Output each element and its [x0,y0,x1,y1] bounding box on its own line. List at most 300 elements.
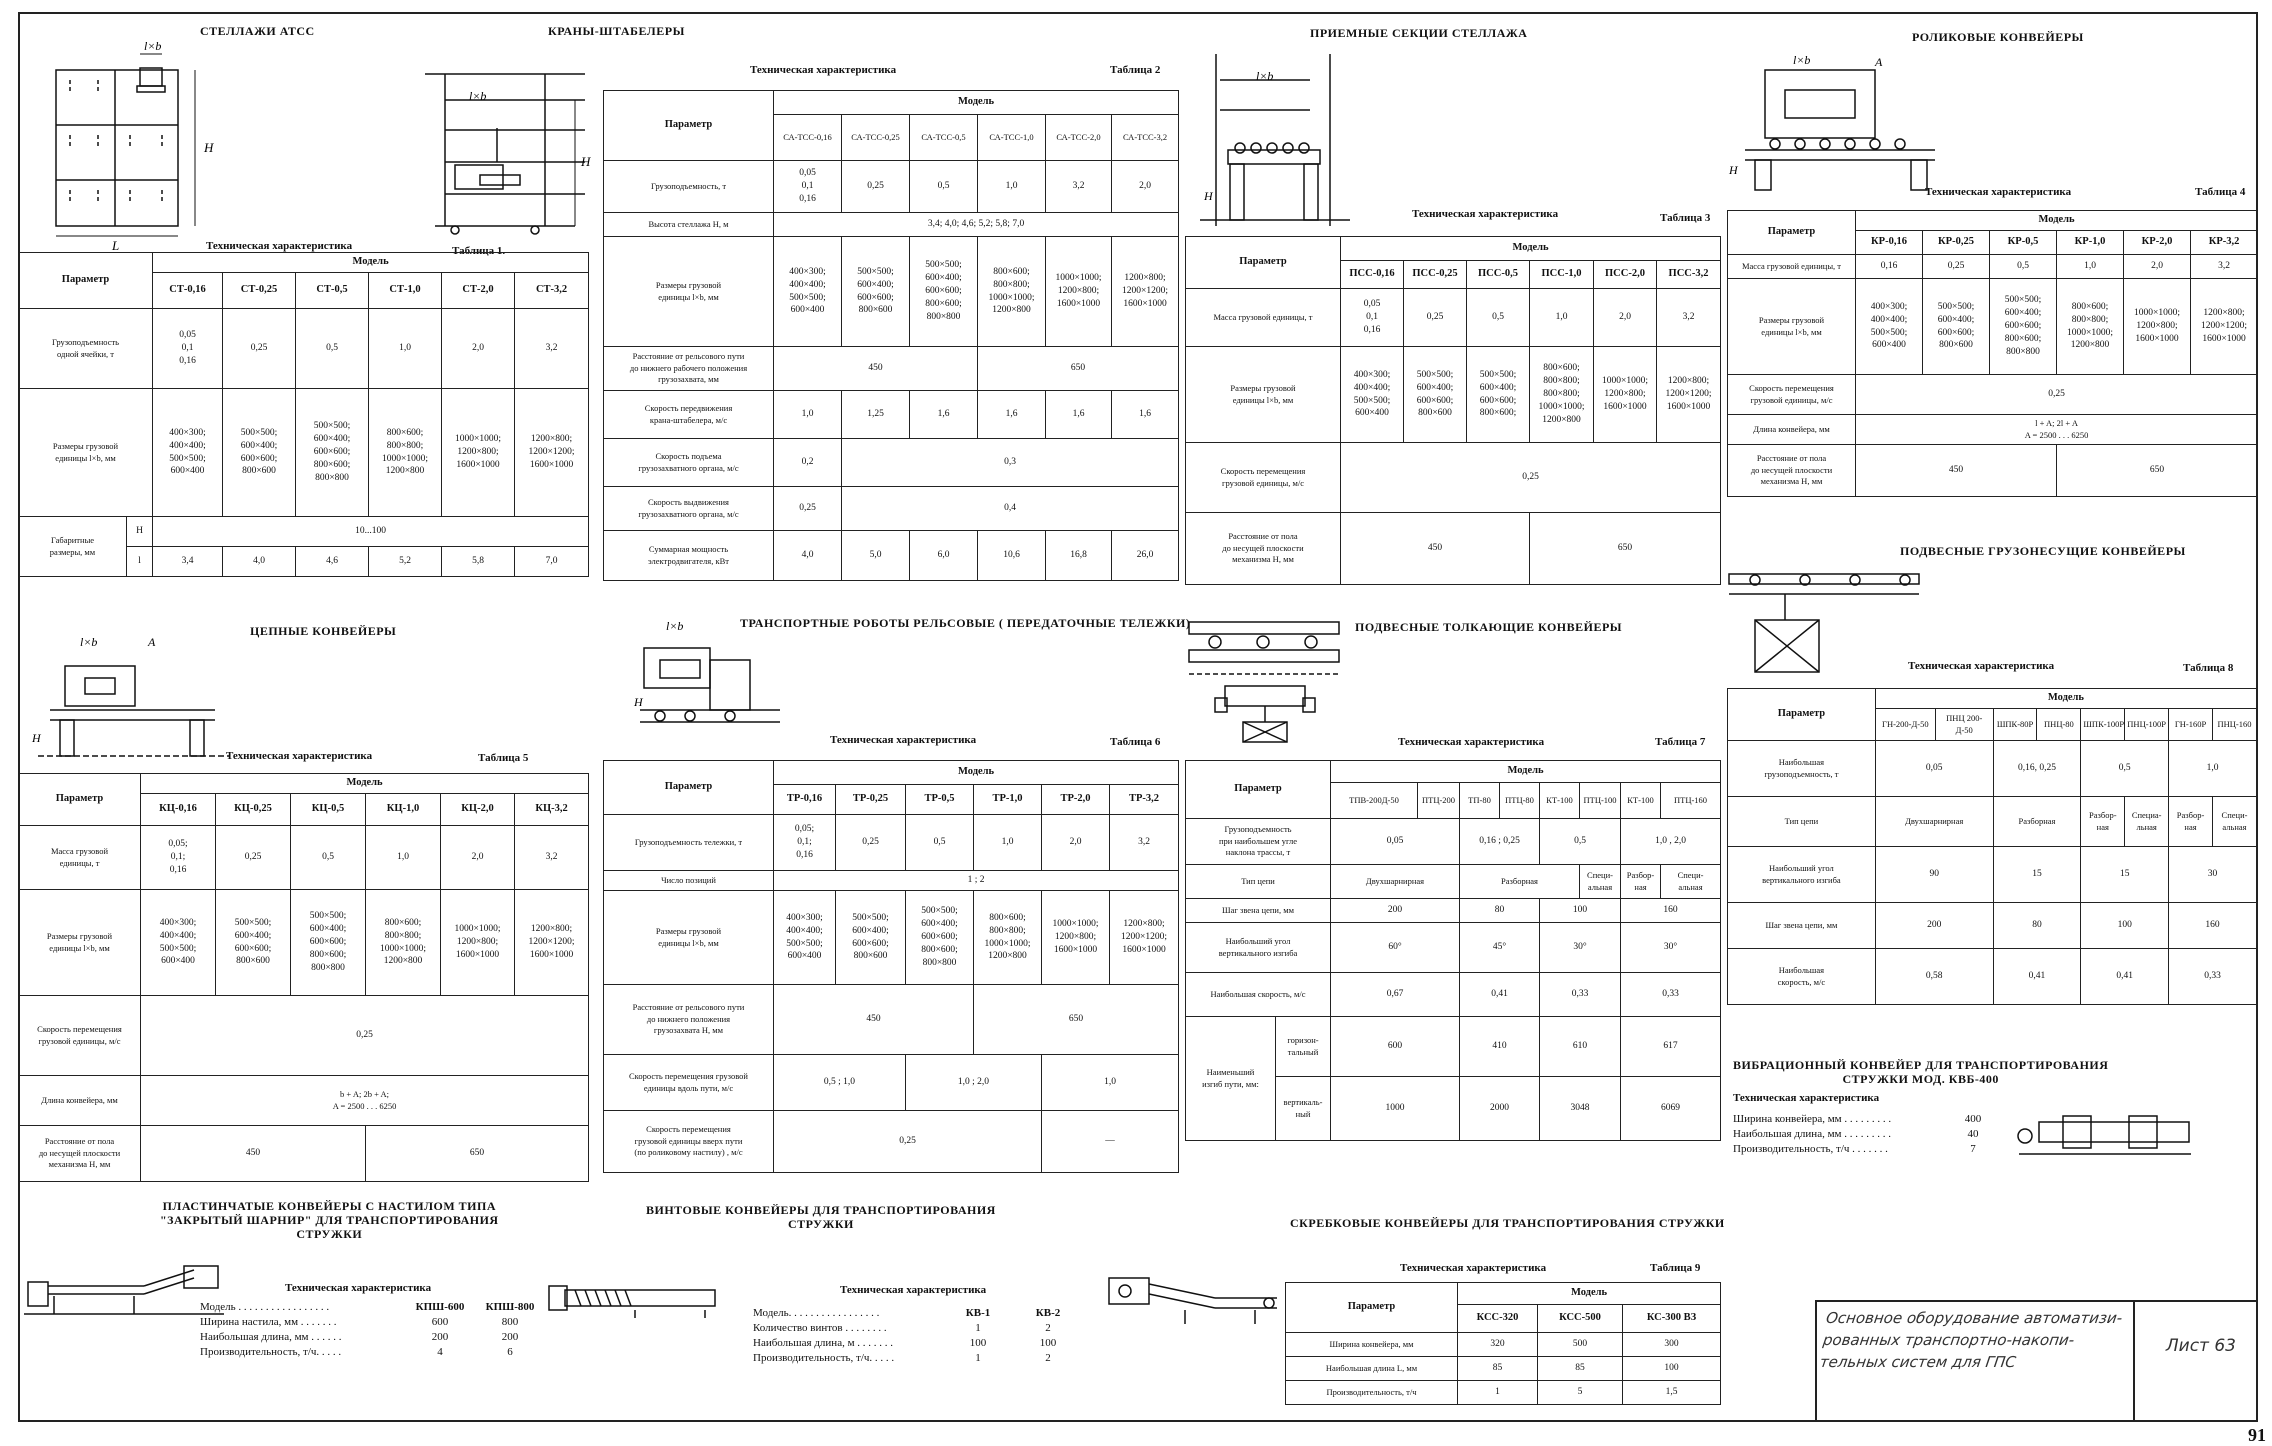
t5-model: КЦ-3,2 [515,794,589,826]
t2-caption: Техническая характеристика [750,64,897,76]
t7-cell: 0,41 [1460,973,1540,1017]
t8-cell: Разбор- ная [2081,797,2125,847]
t3-cell: 1200×800; 1200×1200; 1600×1000 [1657,347,1721,443]
t2-cell: 1,0 [978,161,1046,213]
t2-param: Скорость подъема грузозахватного органа, м/с [604,439,774,487]
t6-model: ТР-3,2 [1110,785,1179,815]
title-chain-conveyors: ЦЕПНЫЕ КОНВЕЙЕРЫ [250,624,397,638]
t9-cell: 85 [1458,1357,1538,1381]
sheet-number: Лист 63 [2165,1336,2236,1356]
t1-param: Грузоподъемность одной ячейки, т [19,309,153,389]
t4-model-header: Модель [1856,211,2258,231]
t2-cell: 800×600; 800×800; 1000×1000; 1200×800 [978,237,1046,347]
title-roller-conveyors: РОЛИКОВЫЕ КОНВЕЙЕРЫ [1912,30,2084,44]
t4-cell: 1000×1000; 1200×800; 1600×1000 [2124,279,2191,375]
title-screw-conveyors: ВИНТОВЫЕ КОНВЕЙЕРЫ ДЛЯ ТРАНСПОРТИРОВАНИЯ СТРУЖКИ [646,1203,996,1231]
t7-cell: 200 [1331,899,1460,923]
rack-diagram [30,39,214,253]
t4-caption: Техническая характеристика [1925,186,2072,198]
t3-cell: 1,0 [1530,289,1594,347]
screw-spec [753,1306,1083,1365]
t8-cell: 0,33 [2169,949,2257,1005]
t7-model: ТПВ-200Д-50 [1331,783,1418,819]
t4-param: Скорость перемещения грузовой единицы, м/с [1728,375,1856,415]
t7-cell: 0,16 ; 0,25 [1460,819,1540,865]
t5-cell: 800×600; 800×800; 1000×1000; 1200×800 [366,890,441,996]
t1-cell: 4,0 [223,547,296,577]
title-rail-robots: ТРАНСПОРТНЫЕ РОБОТЫ РЕЛЬСОВЫЕ ( ПЕРЕДАТОЧНЫЕ ТЕЛЕЖКИ) [740,616,1191,630]
t7-param-header: Параметр [1186,761,1331,819]
t5-cell: 2,0 [441,826,515,890]
spec-value: 200 [501,1330,519,1343]
t8-model: ГН-200-Д-50 [1875,709,1935,741]
t5-cell: b + A; 2b + A; A = 2500 . . . 6250 [141,1076,589,1126]
t7-cell: 30° [1540,923,1621,973]
chain-A-label: A [148,635,156,649]
t4-model: КР-1,0 [2057,231,2124,255]
title-block [1815,1300,2258,1422]
t5-model: КЦ-0,25 [216,794,291,826]
t7-cell: 60° [1331,923,1460,973]
pl-caption: Техническая характеристика [285,1282,432,1294]
t6-cell: 400×300; 400×400; 500×500; 600×400 [774,891,836,985]
t1-cell: 3,2 [515,309,589,389]
t1-param: Габаритные размеры, мм [19,517,127,577]
spec-value: 1 [975,1351,981,1364]
t7-cell: 600 [1331,1017,1460,1077]
t5-cell: 0,5 [291,826,366,890]
t8-cell: 90 [1875,847,1993,903]
t7-param: Шаг звена цепи, мм [1186,899,1331,923]
roller-A-label: A [1875,55,1883,69]
receiving-lxb-label: l×b [1256,69,1274,83]
t6-number: Таблица 6 [1110,736,1161,748]
t5-cell: 3,2 [515,826,589,890]
t8-cell: Специа- льная [2125,797,2169,847]
spec-key: Наибольшая длина, мм . . . . . . . . . [1733,1127,1891,1140]
t6-param: Скорость перемещения грузовой единицы вверх пути (по роликовому настилу) , м/с [604,1111,774,1173]
t1-model: СТ-1,0 [369,273,442,309]
t4-cell: 500×500; 600×400; 600×600; 800×600; 800×800 [1990,279,2057,375]
t6-cell: 0,5 ; 1,0 [774,1055,906,1111]
t3-param: Размеры грузовой единицы l×b, мм [1186,347,1341,443]
t8-cell: Двухшарнирная [1875,797,1993,847]
t3-number: Таблица 3 [1660,212,1711,224]
title-receiving-sections: ПРИЕМНЫЕ СЕКЦИИ СТЕЛЛАЖА [1310,26,1528,40]
spec-model: КПШ-600 [415,1301,465,1313]
t1-model: СТ-3,2 [515,273,589,309]
t4-cell: 800×600; 800×800; 1000×1000; 1200×800 [2057,279,2124,375]
t6-cell: 0,05; 0,1; 0,16 [774,815,836,871]
t2-model: СА-ТСС-0,25 [842,115,910,161]
t3-caption: Техническая характеристика [1412,208,1559,220]
roller-lxb-label: l×b [1793,53,1811,67]
t5-cell: 0,25 [216,826,291,890]
plate-conveyor-diagram [24,1262,224,1322]
t9-model: КСС-500 [1538,1305,1623,1333]
t9-cell: 300 [1623,1333,1721,1357]
t4-cell: l + A; 2l + A A = 2500 . . . 6250 [1856,415,2258,445]
table-3 [1185,236,1721,585]
t7-number: Таблица 7 [1655,736,1706,748]
t2-cell: 0,5 [910,161,978,213]
t7-caption: Техническая характеристика [1398,736,1545,748]
spec-value: 600 [431,1315,449,1328]
spec-value: 1 [975,1321,981,1334]
spec-key: Ширина конвейера, мм . . . . . . . . . [1733,1113,1892,1125]
spec-value: 100 [1039,1336,1057,1349]
t3-model: ПСС-0,5 [1467,261,1530,289]
t9-param-header: Параметр [1286,1283,1458,1333]
spec-model: КПШ-800 [485,1301,535,1313]
t6-cell: 1,0 ; 2,0 [906,1055,1042,1111]
t1-cell: 5,2 [369,547,442,577]
t2-cell: 450 [774,347,978,391]
t2-number: Таблица 2 [1110,64,1161,76]
t7-cell: 0,67 [1331,973,1460,1017]
t7-cell: 0,5 [1540,819,1621,865]
t2-model: СА-ТСС-3,2 [1112,115,1179,161]
spec-value: 2 [1045,1321,1051,1334]
t8-param: Наибольший угол вертикального изгиба [1728,847,1876,903]
robot-H-label: H [634,695,643,709]
t6-cell: 3,2 [1110,815,1179,871]
t7-param: Наибольший угол вертикального изгиба [1186,923,1331,973]
table-1 [18,252,589,577]
t4-cell: 2,0 [2124,255,2191,279]
t9-model: КСС-320 [1458,1305,1538,1333]
t2-model: СА-ТСС-0,5 [910,115,978,161]
crane-H-label: H [581,154,591,169]
t9-cell: 1 [1458,1381,1538,1405]
title-block-text: Основное оборудование автоматизи- рованных транспортно-накопи- тельных систем для ГПС [1818,1309,2124,1371]
title-overhead-carrying-conveyors: ПОДВЕСНЫЕ ГРУЗОНЕСУЩИЕ КОНВЕЙЕРЫ [1900,544,2186,558]
t2-cell: 1,25 [842,391,910,439]
t5-model: КЦ-2,0 [441,794,515,826]
t1-model-header: Модель [153,253,589,273]
spec-model: КВ-1 [965,1307,991,1319]
t2-cell: 0,3 [842,439,1179,487]
t7-cell: 160 [1621,899,1721,923]
t8-cell: 15 [2081,847,2169,903]
t7-cell: 2000 [1460,1077,1540,1141]
t6-cell: 0,25 [836,815,906,871]
t7-model: КТ-100 [1540,783,1580,819]
t3-cell: 0,05 0,1 0,16 [1341,289,1404,347]
t9-cell: 1,5 [1623,1381,1721,1405]
t4-model: КР-0,25 [1923,231,1990,255]
t4-cell: 650 [2057,445,2258,497]
t7-model: ПТЦ-100 [1580,783,1621,819]
t2-cell: 650 [978,347,1179,391]
t6-cell: 800×600; 800×800; 1000×1000; 1200×800 [974,891,1042,985]
chain-H-label: H [32,731,41,745]
t2-cell: 1000×1000; 1200×800; 1600×1000 [1046,237,1112,347]
t2-cell: 0,2 [774,439,842,487]
t3-cell: 1000×1000; 1200×800; 1600×1000 [1594,347,1657,443]
t7-cell: Специ- альная [1661,865,1721,899]
t4-model: КР-0,16 [1856,231,1923,255]
rack-H-label: H [204,140,214,155]
table-5 [18,773,589,1182]
spec-key: Производительность, т/ч. . . . . [200,1345,342,1358]
t2-param: Скорость передвижения крана-штабелера, м/с [604,391,774,439]
title-stacker-cranes: КРАНЫ-ШТАБЕЛЕРЫ [548,24,685,38]
t7-cell: 1000 [1331,1077,1460,1141]
spec-value: 4 [437,1345,443,1358]
t2-cell: 0,25 [842,161,910,213]
t2-param: Грузоподъемность, т [604,161,774,213]
t7-cell: 100 [1540,899,1621,923]
t8-cell: 0,05 [1875,741,1993,797]
t7-model: КТ-100 [1621,783,1661,819]
vibration-conveyor-diagram [2015,1110,2195,1160]
t8-param: Наибольшая грузоподъемность, т [1728,741,1876,797]
t3-model: ПСС-3,2 [1657,261,1721,289]
t7-param: Наименьший изгиб пути, мм: [1186,1017,1276,1141]
t6-cell: 1200×800; 1200×1200; 1600×1000 [1110,891,1179,985]
t7-param: Тип цепи [1186,865,1331,899]
crane-lxb-label: l×b [469,89,487,103]
t6-cell: 0,25 [774,1111,1042,1173]
t5-param: Скорость перемещения грузовой единицы, м/с [19,996,141,1076]
table-9 [1285,1282,1721,1405]
spec-value: 100 [969,1336,987,1349]
t4-cell: 1,0 [2057,255,2124,279]
t7-param: Грузоподъемность при наибольшем угле наклона трассы, т [1186,819,1331,865]
spec-key: Наибольшая длина, м . . . . . . . [753,1336,894,1349]
t5-number: Таблица 5 [478,752,529,764]
t4-param: Масса грузовой единицы, т [1728,255,1856,279]
t2-cell: 1200×800; 1200×1200; 1600×1000 [1112,237,1179,347]
t6-model: ТР-2,0 [1042,785,1110,815]
t3-cell: 0,25 [1341,443,1721,513]
spec-key: Производительность, т/ч. . . . . [753,1351,895,1364]
t7-param: Наибольшая скорость, м/с [1186,973,1331,1017]
t8-cell: 30 [2169,847,2257,903]
table-7 [1185,760,1721,1141]
t7-cell: 410 [1460,1017,1540,1077]
t5-caption: Техническая характеристика [226,750,373,762]
spec-key: Количество винтов . . . . . . . . [753,1321,887,1334]
t1-sub: l [127,547,153,577]
t1-cell: 7,0 [515,547,589,577]
t8-model: ШПК-80Р [1993,709,2037,741]
t4-cell: 400×300; 400×400; 500×500; 600×400 [1856,279,1923,375]
spec-key: Наибольшая длина, мм . . . . . . [200,1330,342,1343]
t6-cell: — [1042,1111,1179,1173]
t7-model: ПТЦ-160 [1661,783,1721,819]
t3-model: ПСС-2,0 [1594,261,1657,289]
t2-model: СА-ТСС-0,16 [774,115,842,161]
t4-number: Таблица 4 [2195,186,2246,198]
t8-model: ПНЦ 200-Д-50 [1935,709,1993,741]
t3-model: ПСС-1,0 [1530,261,1594,289]
t5-cell: 500×500; 600×400; 600×600; 800×600; 800×800 [291,890,366,996]
t8-param-header: Параметр [1728,689,1876,741]
spec-value: 2 [1045,1351,1051,1364]
t5-cell: 1000×1000; 1200×800; 1600×1000 [441,890,515,996]
t7-cell: 45° [1460,923,1540,973]
t7-cell: 0,33 [1621,973,1721,1017]
t1-cell: 1,0 [369,309,442,389]
t1-cell: 2,0 [442,309,515,389]
t3-param: Масса грузовой единицы, т [1186,289,1341,347]
t6-param: Расстояние от рельсового пути до нижнего положения грузозахвата H, мм [604,985,774,1055]
t2-model: СА-ТСС-1,0 [978,115,1046,161]
t8-cell: Разборная [1993,797,2081,847]
t2-param-header: Параметр [604,91,774,161]
t6-caption: Техническая характеристика [830,734,977,746]
t2-cell: 0,4 [842,487,1179,531]
t9-param: Производительность, т/ч [1286,1381,1458,1405]
t2-cell: 10,6 [978,531,1046,581]
t7-cell: 610 [1540,1017,1621,1077]
t7-model-header: Модель [1331,761,1721,783]
t8-cell: 0,41 [2081,949,2169,1005]
t1-model: СТ-0,5 [296,273,369,309]
t9-cell: 5 [1538,1381,1623,1405]
t7-cell: Двухшарнирная [1331,865,1460,899]
t4-cell: 0,25 [1856,375,2258,415]
t7-sub: горизон- тальный [1276,1017,1331,1077]
t3-param: Скорость перемещения грузовой единицы, м/с [1186,443,1341,513]
spec-model: КВ-2 [1035,1307,1061,1319]
t9-param: Наибольшая длина L, мм [1286,1357,1458,1381]
t1-cell: 4,6 [296,547,369,577]
table-2 [603,90,1179,581]
vin-caption: Техническая характеристика [840,1284,987,1296]
t8-cell: 100 [2081,903,2169,949]
spec-key: Ширина настила, мм . . . . . . . [200,1315,337,1328]
t6-model: ТР-0,25 [836,785,906,815]
t9-cell: 85 [1538,1357,1623,1381]
t2-cell: 0,25 [774,487,842,531]
t4-cell: 500×500; 600×400; 600×600; 800×600 [1923,279,1990,375]
title-racks: СТЕЛЛАЖИ АТСС [200,24,315,38]
t8-param: Шаг звена цепи, мм [1728,903,1876,949]
t6-cell: 0,5 [906,815,974,871]
t6-cell: 500×500; 600×400; 600×600; 800×600; 800×800 [906,891,974,985]
t6-model: ТР-0,5 [906,785,974,815]
spec-value: 400 [1964,1113,1982,1125]
t2-cell: 16,8 [1046,531,1112,581]
t7-cell: 30° [1621,923,1721,973]
t1-cell: 5,8 [442,547,515,577]
t5-cell: 0,05; 0,1; 0,16 [141,826,216,890]
scraper-conveyor-diagram [1105,1270,1285,1330]
t2-cell: 1,6 [910,391,978,439]
t1-cell: 3,4 [153,547,223,577]
rail-robot-diagram [630,610,790,740]
t5-cell: 500×500; 600×400; 600×600; 800×600 [216,890,291,996]
t7-model: ТП-80 [1460,783,1500,819]
t2-model-header: Модель [774,91,1179,115]
table-4 [1727,210,2258,497]
t8-cell: 200 [1875,903,1993,949]
t1-caption: Техническая характеристика [206,240,353,252]
t3-cell: 3,2 [1657,289,1721,347]
rack-L-label: L [112,238,120,253]
t7-cell: Специ- альная [1580,865,1621,899]
t1-sub: H [127,517,153,547]
t4-model: КР-2,0 [2124,231,2191,255]
t1-cell: 800×600; 800×800; 1000×1000; 1200×800 [369,389,442,517]
t6-cell: 1 ; 2 [774,871,1179,891]
t8-model: ПНЦ-80 [2037,709,2081,741]
t6-param-header: Параметр [604,761,774,815]
t6-cell: 500×500; 600×400; 600×600; 800×600 [836,891,906,985]
t5-cell: 650 [366,1126,589,1182]
t1-cell: 1200×800; 1200×1200; 1600×1000 [515,389,589,517]
t5-model: КЦ-0,16 [141,794,216,826]
spec-value: 200 [431,1330,449,1343]
t5-param-header: Параметр [19,774,141,826]
spec-value: 800 [501,1315,519,1328]
t6-cell: 650 [974,985,1179,1055]
t4-cell: 0,25 [1923,255,1990,279]
t2-param: Скорость выдвижения грузозахватного органа, м/с [604,487,774,531]
screw-conveyor-diagram [545,1280,725,1320]
t5-cell: 1200×800; 1200×1200; 1600×1000 [515,890,589,996]
t3-cell: 0,5 [1467,289,1530,347]
spec-value: 40 [1967,1127,1979,1140]
t8-cell: 160 [2169,903,2257,949]
t7-sub: вертикаль- ный [1276,1077,1331,1141]
t6-cell: 450 [774,985,974,1055]
t7-cell: 1,0 , 2,0 [1621,819,1721,865]
receiving-section-diagram [1190,50,1370,230]
t7-cell: 0,33 [1540,973,1621,1017]
t3-cell: 650 [1530,513,1721,585]
plate-spec [200,1300,545,1359]
spec-key: Производительность, т/ч . . . . . . . [1733,1142,1888,1155]
t3-cell: 0,25 [1404,289,1467,347]
t6-cell: 1000×1000; 1200×800; 1600×1000 [1042,891,1110,985]
t3-model-header: Модель [1341,237,1721,261]
t2-model: СА-ТСС-2,0 [1046,115,1112,161]
t8-cell: 0,41 [1993,949,2081,1005]
t2-param: Расстояние от рельсового пути до нижнего рабочего положения грузозахвата, мм [604,347,774,391]
t7-cell: 0,05 [1331,819,1460,865]
title-vibration-conveyor: ВИБРАЦИОННЫЙ КОНВЕЙЕР ДЛЯ ТРАНСПОРТИРОВАНИЯ СТРУЖКИ МОД. КВБ-400 [1733,1058,2109,1087]
vibration-spec [1733,1112,1993,1157]
t6-model: ТР-1,0 [974,785,1042,815]
t2-cell: 1,6 [1046,391,1112,439]
t2-cell: 0,05 0,1 0,16 [774,161,842,213]
t8-model: ШПК-100Р [2081,709,2125,741]
t4-cell: 450 [1856,445,2057,497]
chain-conveyor-diagram [30,630,240,770]
t7-cell: 617 [1621,1017,1721,1077]
t2-cell: 6,0 [910,531,978,581]
t2-param: Суммарная мощность электродвигателя, кВт [604,531,774,581]
t6-param: Грузоподъемность тележки, т [604,815,774,871]
t1-model: СТ-0,16 [153,273,223,309]
t3-param-header: Параметр [1186,237,1341,289]
t1-param: Размеры грузовой единицы l×b, мм [19,389,153,517]
spec-value: 6 [507,1345,513,1358]
t5-model: КЦ-1,0 [366,794,441,826]
t2-cell: 2,0 [1112,161,1179,213]
crane-diagram [425,70,605,240]
t4-param: Расстояние от пола до несущей плоскости механизма H, мм [1728,445,1856,497]
t3-model: ПСС-0,25 [1404,261,1467,289]
t9-cell: 100 [1623,1357,1721,1381]
t8-cell: 80 [1993,903,2081,949]
t4-param: Длина конвейера, мм [1728,415,1856,445]
t5-model-header: Модель [141,774,589,794]
